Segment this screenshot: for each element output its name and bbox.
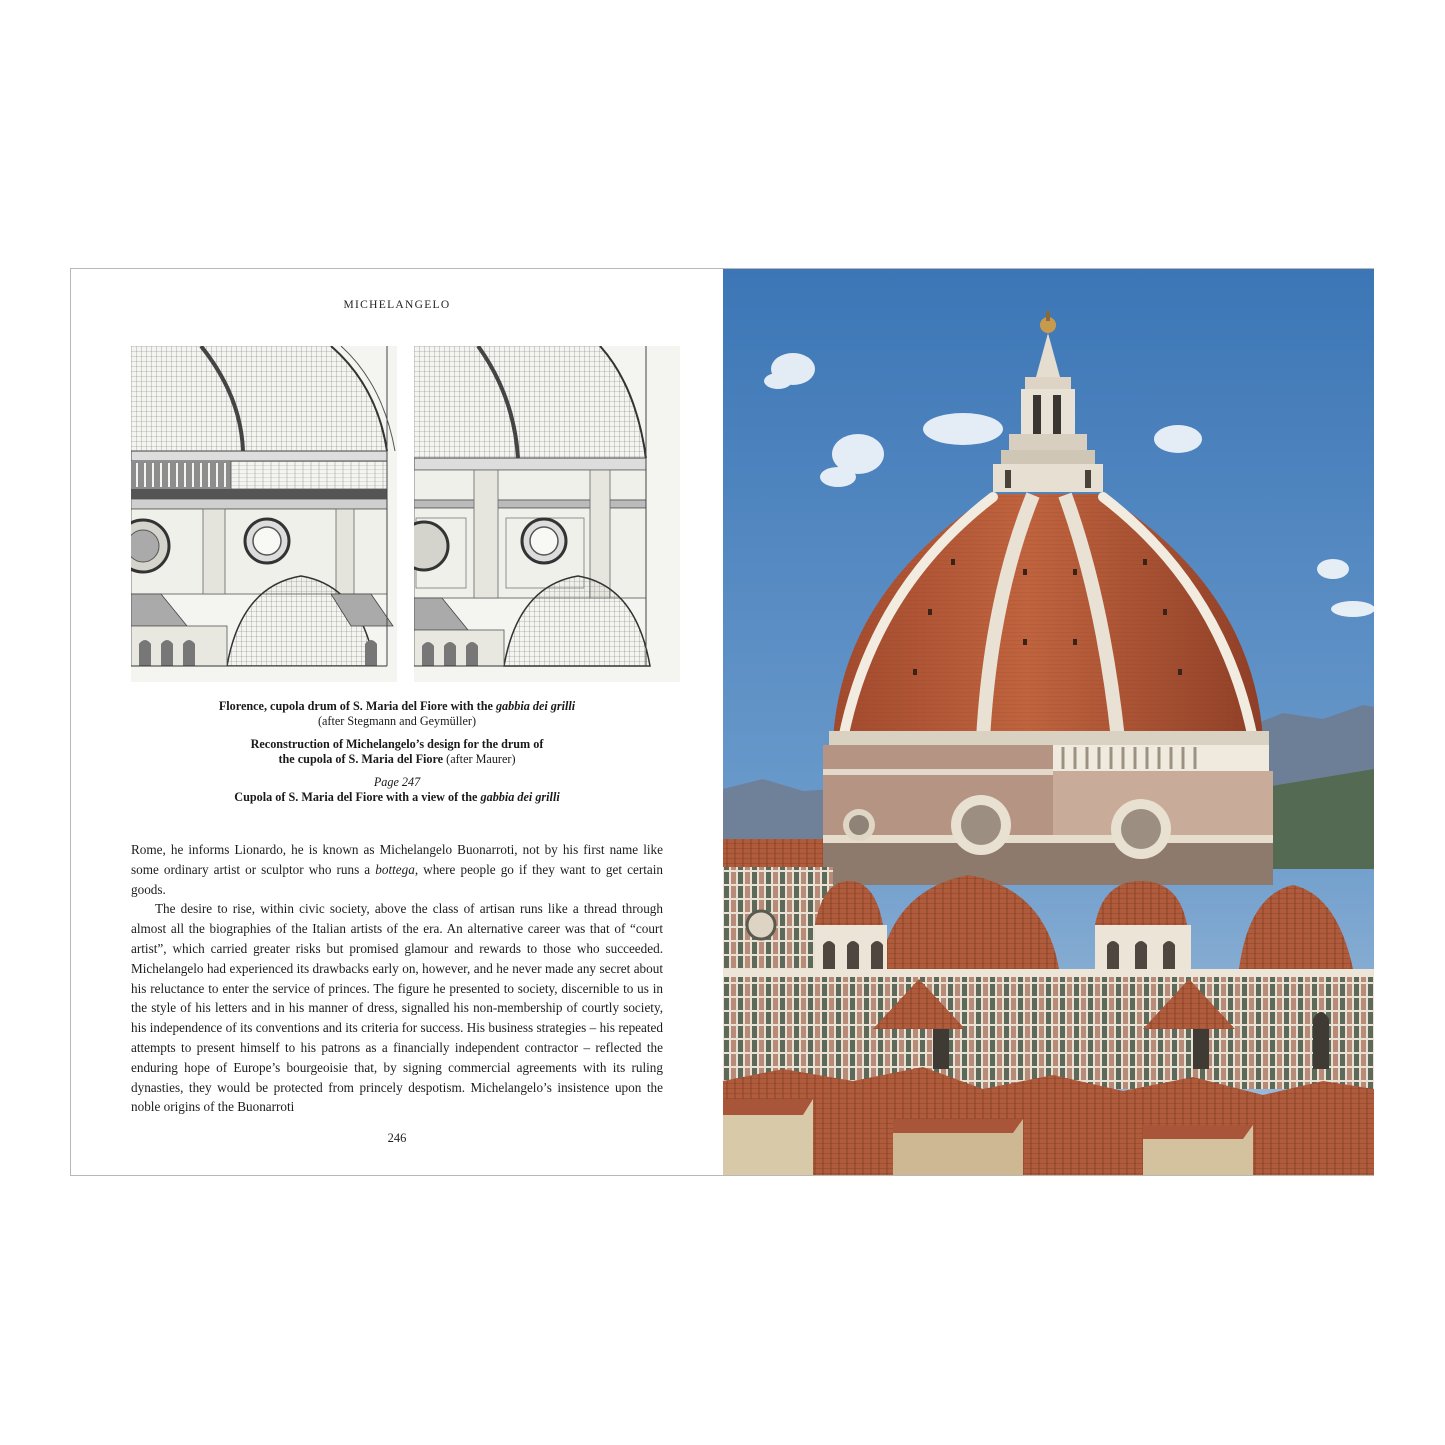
paragraph-1: Rome, he informs Lionardo, he is known as Michelangelo Buonarroti, not by his first name like some ordinary artist or sculptor who runs a bottega, where people go if they want to get certain goods. (131, 842, 663, 897)
caption-1 (131, 699, 663, 729)
caption-3-title: Cupola of S. Maria del Fiore with a view of the gabbia dei grilli (234, 790, 560, 804)
caption-3-page-reference: Page 247 (373, 775, 421, 789)
caption-2-credit: (after Maurer) (443, 752, 516, 766)
paragraph-2: The desire to rise, within civic society, above the class of artisan runs like a thread through almost all the biographies of the Italian artists of the era. An alternative career was that of “court artist”, which carried greater risks but promised glamour and rewards to those who succeeded. Michelangelo had experienced its drawbacks early on, however, and he never made any secret about his reluctance to enter the service of princes. The figure he presented to society, discernible to us in the style of his letters and in his manner of dress, signalled his non-membership of courtly society, his independence of its conventions and its criteria for success. His business strategies – his repeated attempts to present himself to his patrons as a financially independent contractor – reflected the enduring hope of Europe’s bourgeoisie that, by signing commercial agreements with its ruling dynasties, they would be protected from princely despotism. Michelangelo’s insistence upon the noble origins of the Buonarroti (131, 901, 663, 1115)
book-spread (70, 268, 1374, 1176)
drawing-stegmann-geymuller (131, 346, 397, 682)
photo-cupola-santa-maria-del-fiore (723, 269, 1374, 1175)
figure-captions (131, 699, 663, 813)
caption-2 (131, 737, 663, 767)
caption-2-title: Reconstruction of Michelangelo’s design for the drum of the cupola of S. Maria del Fiore (250, 737, 544, 766)
body-text (131, 840, 663, 1117)
caption-3 (131, 775, 663, 805)
page-number: 246 (387, 1131, 407, 1145)
left-page (71, 269, 723, 1175)
caption-1-title: Florence, cupola drum of S. Maria del Fiore with the gabbia dei grilli (218, 699, 576, 713)
drawing-maurer-reconstruction (414, 346, 680, 682)
running-head: MICHELANGELO (343, 299, 451, 311)
caption-1-credit: (after Stegmann and Geymüller) (317, 714, 477, 728)
